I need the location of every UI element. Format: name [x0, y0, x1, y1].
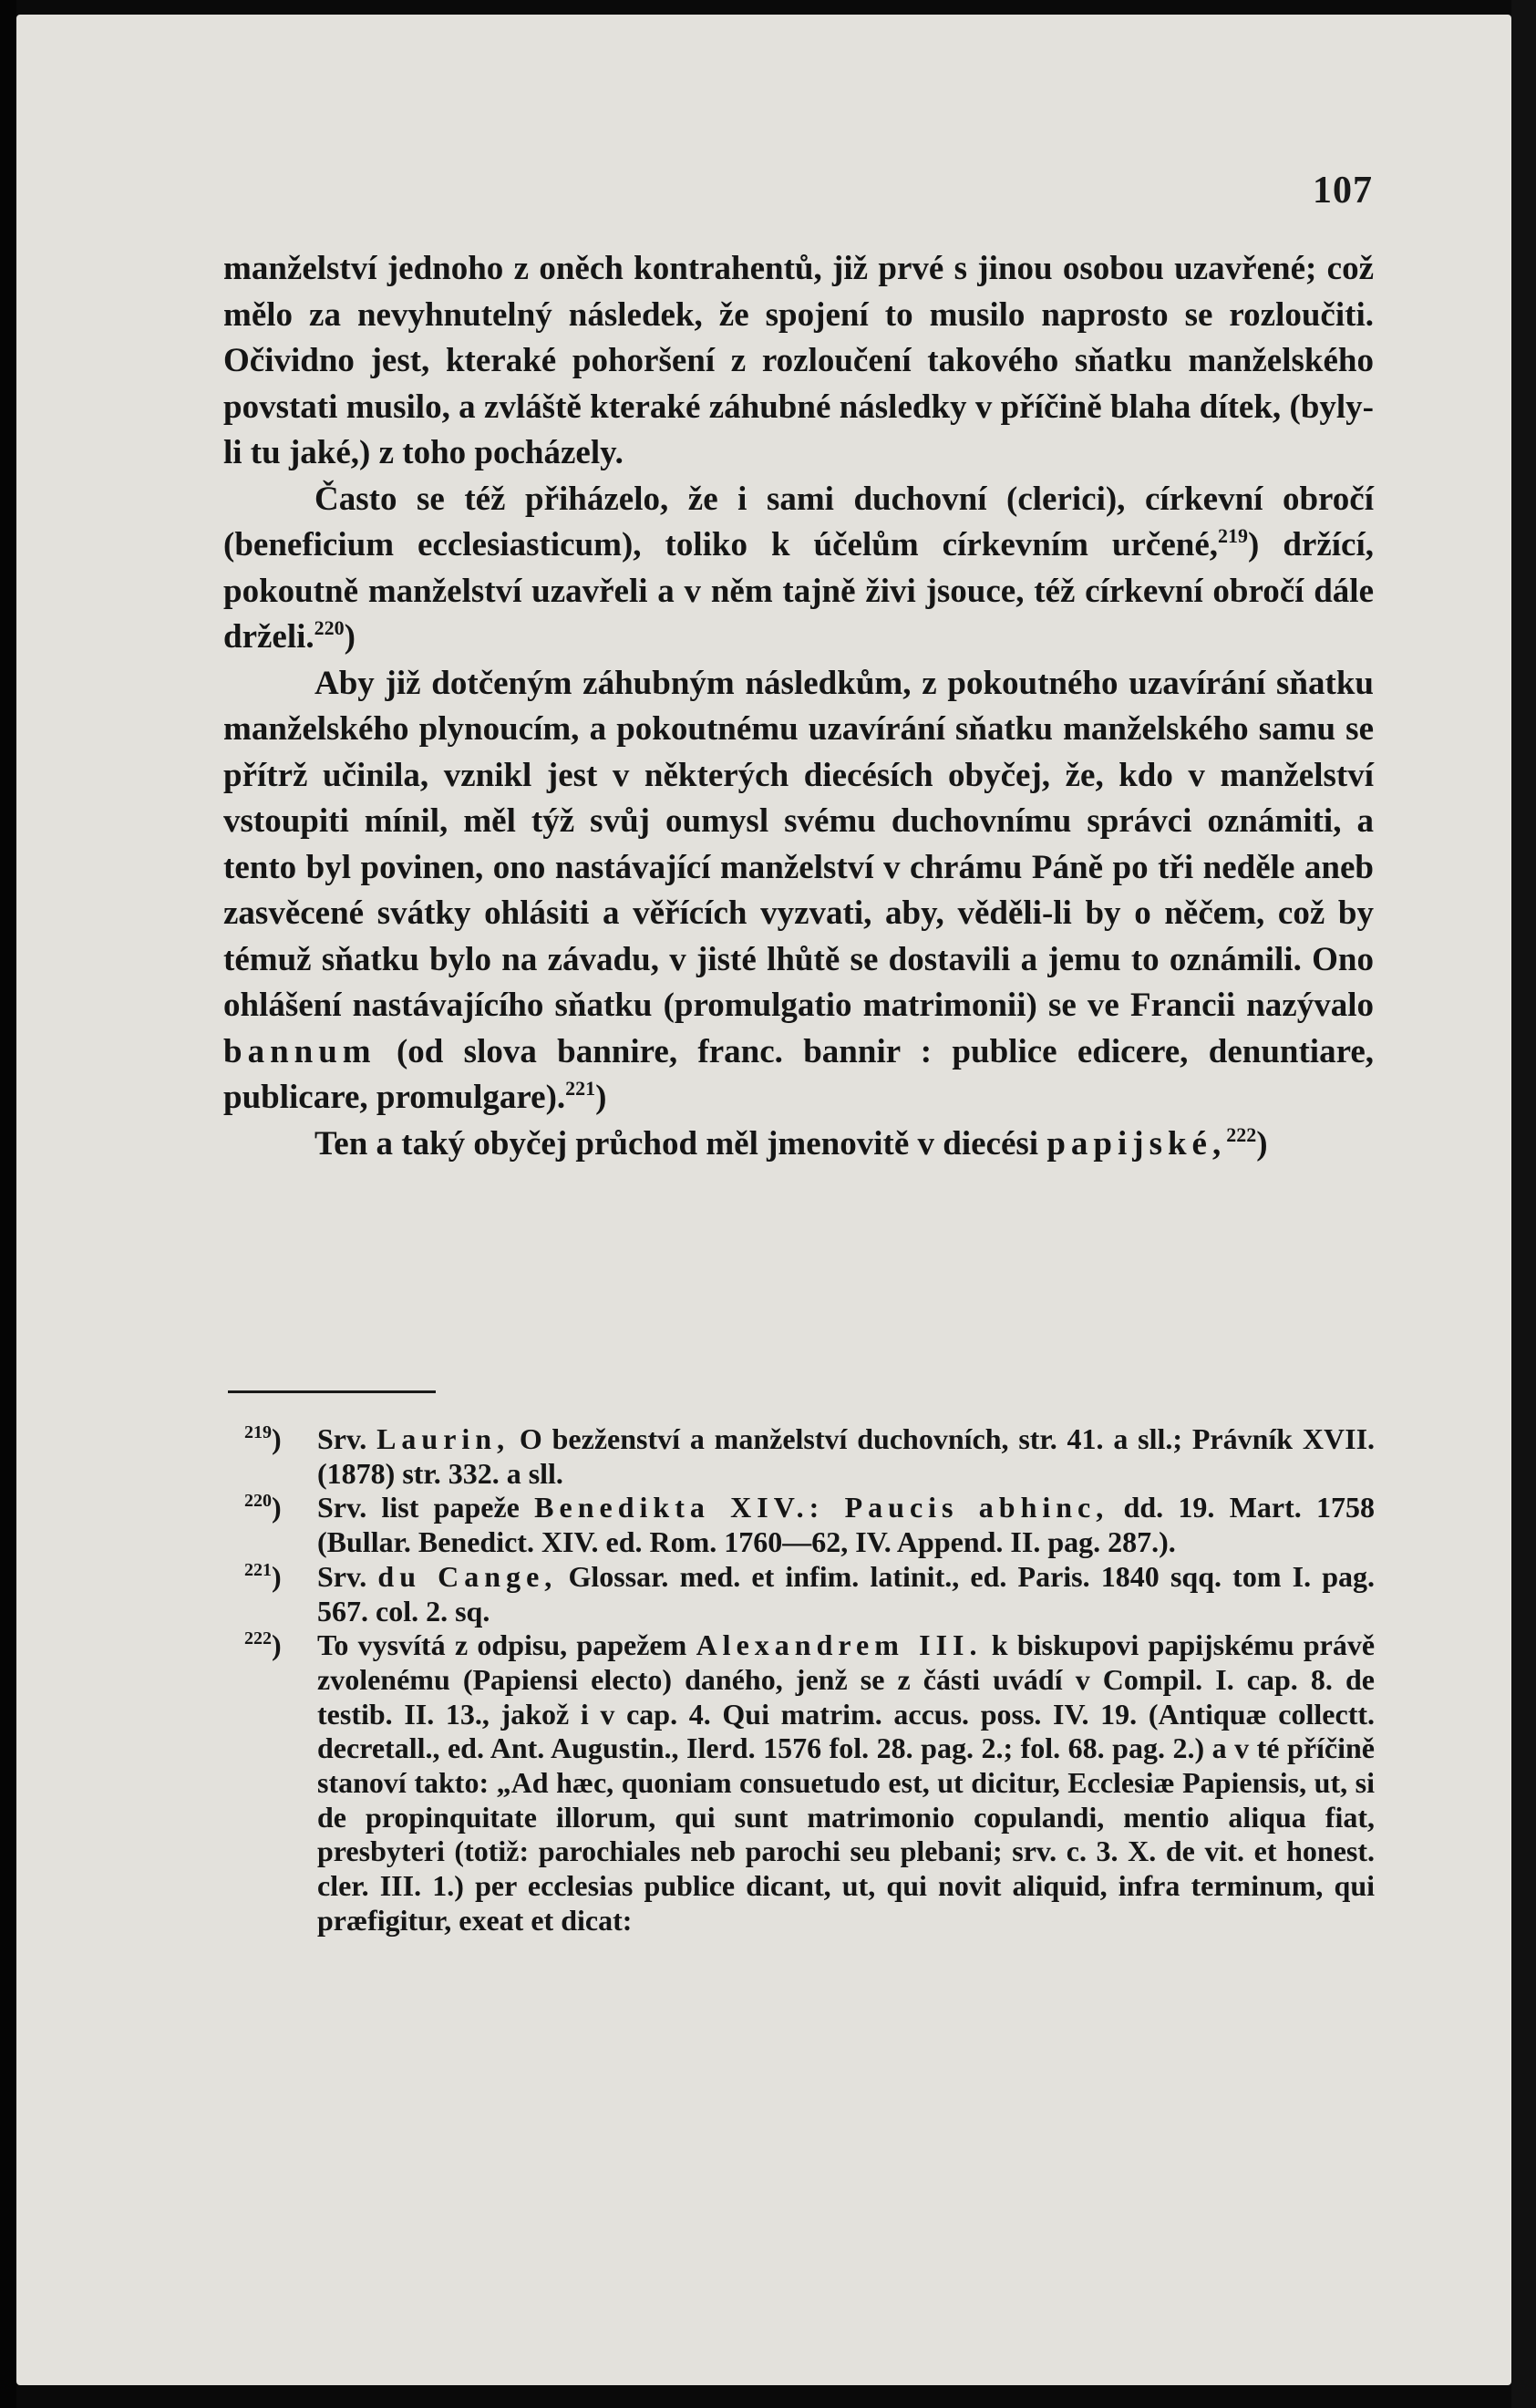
paragraph-4-text-b: ): [1256, 1124, 1268, 1163]
paragraph-1: manželství jednoho z oněch kontrahentů, již prvé s jinou osobou uzavřené; což mělo za nevyhnutelný následek, že spojení to musilo naprosto se rozloučiti. Očividno jest, kteraké pohoršení z rozloučení takového sňatku manželského povstati musilo, a zvláště kteraké záhubné následky v příčině blaha dítek, (byly-li tu jaké,) z toho pocházely.: [223, 250, 1374, 471]
footnote-220: [244, 1491, 1375, 1559]
paragraph-2-text-c: ): [344, 618, 356, 656]
footnote-spaced-name: Alexandrem III.: [696, 1628, 983, 1662]
footnote-text: k biskupovi papijskému právě zvolenému (Papiensi electo) daného, jenž se z části uvádí v Compil. I. cap. 8. de testib. II. 13., jakož i v cap. 4. Qui matrim. accus. poss. IV. 19. (Antiquæ collectt. decretall., ed. Ant. Augustin., Ilerd. 1576 fol. 28. pag. 2.; fol. 68. pag. 2.) a v té příčině stanoví takto: „Ad hæc, quoniam consuetudo est, ut dicitur, Ecclesiæ Papiensis, ut, si de propinquitate illorum, qui sunt matrimonio copulandi, mentio aliqua fiat, presbyteri (totiž: parochiales neb parochi seu plebani; srv. c. 3. X. de vit. et honest. cler. III. 1.) per ecclesias publice dicant, ut, qui novit aliquid, infra terminum, qui præfigitur, exeat et dicat:: [317, 1628, 1376, 1937]
paragraph-4: [223, 1121, 1374, 1168]
scan-left-edge: [0, 0, 16, 2408]
main-text: [223, 246, 1374, 1167]
footnote-text-pre: Srv.: [317, 1422, 367, 1455]
paragraph-2: [223, 477, 1374, 661]
paragraph-3-text-c: ): [595, 1079, 607, 1116]
paragraph-3-text-a: Aby již dotčeným záhubným následkům, z pokoutného uzavírání sňatku manželského plynoucím, a pokoutnému uzavírání sňatku manželského samu se přítrž učinila, vznikl jest v některých diecésích obyčej, že, kdo v manželství vstoupiti mínil, měl týž svůj oumysl svému duchovnímu správci oznámiti, a tento byl povinen, ono nastávající manželství v chrámu Páně po tři neděle aneb zasvěcené svátky ohlásiti a věřících vyzvati, aby, věděli-li by o něčem, což by témuž sňatku bylo na závadu, v jisté lhůtě se dostavili a jemu to oznámili. Ono ohlášení nastávajícího sňatku (promulgatio matrimonii) se ve Francii nazývalo: [223, 664, 1374, 1024]
footnote-number: $^{219}$): [244, 1422, 282, 1455]
footnote-spaced-name: Benedikta XIV.: Paucis abhinc,: [534, 1491, 1109, 1524]
footnote-ref-221: 221: [565, 1077, 596, 1100]
footnote-text: Glossar. med. et infim. latinit., ed. Paris. 1840 sqq. tom I. pag. 567. col. 2. sq.: [317, 1559, 1376, 1628]
paragraph-3-text-b: (od slova bannire, franc. bannir : publice edicere, denuntiare, publicare, promulgare).: [223, 1032, 1374, 1116]
footnote-text-pre: Srv.: [317, 1559, 367, 1593]
footnotes: [244, 1422, 1375, 1938]
footnote-221: [244, 1560, 1375, 1628]
footnote-number: $^{221}$): [244, 1559, 282, 1593]
footnote-219: [244, 1422, 1375, 1491]
scan-right-edge: [1511, 0, 1536, 2408]
paragraph-3-spaced-term: bannum: [223, 1032, 376, 1070]
footnote-text-pre: Srv. list papeže: [317, 1491, 520, 1524]
page-number: 107: [1313, 170, 1373, 212]
footnote-spaced-name: du Cange,: [377, 1559, 558, 1593]
footnote-text: O bezženství a manželství duchovních, str. 41. a sll.; Právník XVII. (1878) str. 332. a sll.: [317, 1422, 1376, 1490]
paragraph-2-text-b: ) držící, pokoutně manželství uzavřeli a v něm tajně živi jsouce, též církevní obročí dále drželi.: [223, 526, 1374, 656]
footnote-ref-219: 219: [1218, 524, 1249, 547]
footnote-ref-220: 220: [314, 616, 345, 639]
paragraph-4-spaced-term: papijské,: [1046, 1124, 1227, 1163]
paragraph-3: [223, 661, 1374, 1121]
paragraph-2-text-a: Často se též přiházelo, že i sami duchovní (clerici), církevní obročí (beneficium ecclesiasticum), toliko k účelům církevním určené,: [223, 480, 1374, 563]
footnote-text-pre: To vysvítá z odpisu, papežem: [317, 1628, 687, 1662]
footnote-ref-222: 222: [1226, 1122, 1257, 1146]
footnote-number: $^{222}$): [244, 1628, 282, 1662]
footnote-divider: [228, 1390, 436, 1393]
footnote-spaced-name: Laurin,: [376, 1422, 510, 1455]
paragraph-4-text-a: Ten a taký obyčej průchod měl jmenovitě v diecési: [314, 1124, 1039, 1163]
footnote-text: dd. 19. Mart. 1758 (Bullar. Benedict. XIV. ed. Rom. 1760—62, IV. Append. II. pag. 287.).: [317, 1491, 1376, 1559]
footnote-number: $^{220}$): [244, 1491, 282, 1524]
footnote-222: [244, 1628, 1375, 1938]
